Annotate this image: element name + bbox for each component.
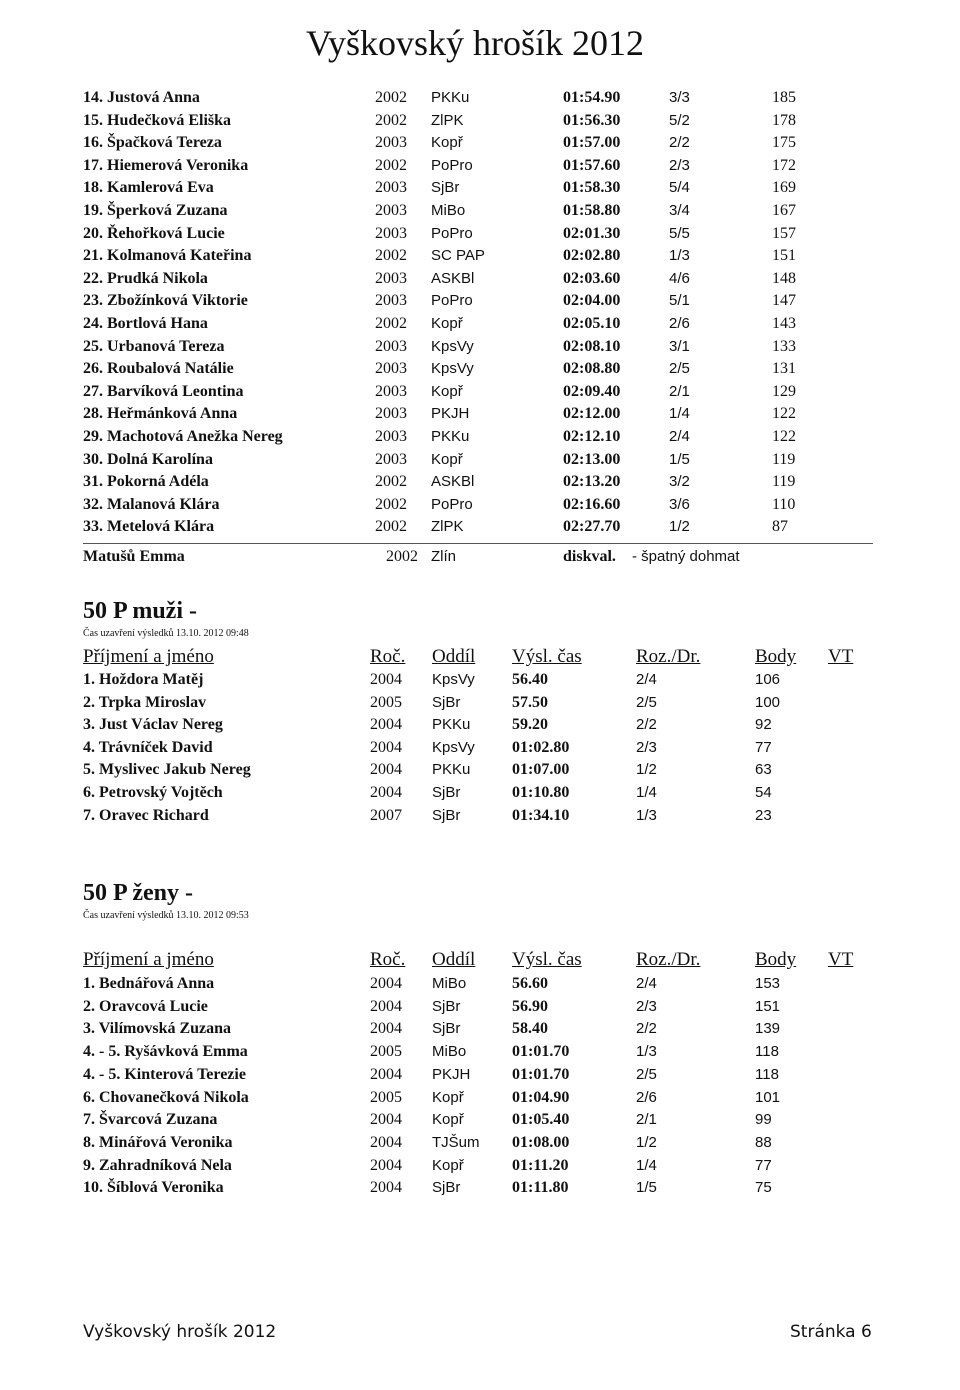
points: 169 — [772, 179, 796, 197]
points: 172 — [772, 156, 796, 174]
col-vt: VT — [828, 646, 854, 667]
result-time: 02:13.00 — [563, 450, 621, 468]
heat-lane: 1/4 — [669, 405, 690, 423]
athlete-name: 4. - 5. Kinterová Terezie — [83, 1065, 246, 1083]
result-time: 01:05.40 — [512, 1111, 570, 1129]
birth-year: 2005 — [370, 1043, 402, 1061]
athlete-name: 17. Hiemerová Veronika — [83, 156, 249, 174]
heat-lane: 4/6 — [669, 269, 690, 287]
heat-lane: 2/3 — [636, 738, 657, 756]
heat-lane: 1/5 — [636, 1179, 657, 1197]
result-row — [0, 807, 960, 829]
result-row — [0, 1157, 960, 1179]
result-row — [0, 1066, 960, 1088]
athlete-name: 30. Dolná Karolína — [83, 450, 213, 468]
club: SjBr — [432, 784, 461, 801]
women-section-title: 50 P ženy - — [83, 880, 193, 906]
points: 101 — [755, 1088, 781, 1106]
result-row — [0, 975, 960, 997]
heat-lane: 1/3 — [636, 806, 657, 824]
points: 131 — [772, 360, 796, 378]
points: 92 — [755, 716, 772, 734]
result-time: 02:09.40 — [563, 382, 621, 400]
points: 151 — [755, 997, 781, 1015]
points: 167 — [772, 202, 796, 219]
result-row — [0, 89, 960, 111]
club: KpsVy — [431, 337, 474, 355]
result-time: 01:11.80 — [512, 1179, 569, 1197]
result-time: 01:54.90 — [563, 89, 621, 106]
result-time: 57.50 — [512, 693, 548, 711]
club: PoPro — [431, 495, 473, 513]
athlete-name: 6. Petrovský Vojtěch — [83, 784, 223, 801]
col-run: Roz./Dr. — [636, 949, 701, 970]
birth-year: 2002 — [375, 518, 407, 536]
result-time: 02:08.10 — [563, 337, 621, 355]
birth-year: 2003 — [375, 179, 407, 197]
athlete-name: 26. Roubalová Natálie — [83, 360, 234, 378]
heat-lane: 2/6 — [669, 315, 690, 332]
heat-lane: 2/1 — [669, 382, 690, 400]
col-year: Roč. — [370, 949, 406, 970]
heat-lane: 3/2 — [669, 473, 690, 491]
club: PKKu — [432, 716, 471, 734]
birth-year: 2003 — [375, 202, 407, 219]
athlete-name: 21. Kolmanová Kateřina — [83, 247, 252, 265]
points: 185 — [772, 89, 796, 106]
birth-year: 2003 — [375, 224, 407, 242]
col-year: Roč. — [370, 646, 406, 667]
heat-lane: 2/3 — [636, 997, 657, 1015]
result-row — [0, 998, 960, 1020]
birth-year: 2003 — [375, 269, 407, 287]
result-time: 01:58.30 — [563, 179, 621, 197]
result-row — [0, 716, 960, 738]
athlete-name: 4. Trávníček David — [83, 738, 213, 756]
result-time: 01:08.00 — [512, 1133, 570, 1151]
col-time: Výsl. čas — [512, 646, 582, 667]
points: 157 — [772, 224, 796, 242]
result-time: 01:57.00 — [563, 134, 621, 152]
club: Kopř — [431, 315, 463, 332]
result-time: 59.20 — [512, 716, 548, 734]
club: PKJH — [432, 1065, 471, 1083]
result-row — [0, 428, 960, 450]
result-time: 02:12.10 — [563, 428, 621, 445]
heat-lane: 3/6 — [669, 495, 690, 513]
points: 175 — [772, 134, 796, 152]
points: 118 — [755, 1043, 779, 1061]
points: 77 — [755, 738, 772, 756]
points: 129 — [772, 382, 796, 400]
result-time: 01:07.00 — [512, 761, 570, 779]
result-row — [0, 202, 960, 224]
birth-year: 2005 — [370, 693, 402, 711]
result-row — [0, 694, 960, 716]
dq-year: 2002 — [386, 548, 418, 565]
result-row — [0, 1111, 960, 1133]
birth-year: 2002 — [375, 111, 407, 129]
athlete-name: 7. Švarcová Zuzana — [83, 1111, 218, 1129]
points: 133 — [772, 337, 796, 355]
result-row — [0, 761, 960, 783]
club: SC PAP — [431, 247, 485, 265]
birth-year: 2003 — [375, 337, 407, 355]
women-header-row — [0, 949, 960, 975]
result-time: 01:01.70 — [512, 1065, 570, 1083]
club: MiBo — [432, 975, 467, 992]
points: 148 — [772, 269, 796, 287]
heat-lane: 2/6 — [636, 1088, 657, 1106]
result-time: 01:11.20 — [512, 1156, 569, 1174]
result-time: 02:04.00 — [563, 292, 621, 310]
points: 77 — [755, 1156, 772, 1174]
result-time: 02:13.20 — [563, 473, 621, 491]
athlete-name: 5. Myslivec Jakub Nereg — [83, 761, 251, 779]
club: KpsVy — [432, 738, 475, 756]
col-club: Oddíl — [432, 646, 476, 667]
athlete-name: 29. Machotová Anežka Nereg — [83, 428, 283, 445]
men-closing-time: Čas uzavření výsledků 13.10. 2012 09:48 — [83, 628, 249, 639]
heat-lane: 1/2 — [669, 518, 690, 536]
birth-year: 2002 — [375, 473, 407, 491]
result-row — [0, 1179, 960, 1201]
heat-lane: 5/5 — [669, 224, 690, 242]
birth-year: 2004 — [370, 1111, 402, 1129]
result-time: 02:05.10 — [563, 315, 621, 332]
heat-lane: 5/2 — [669, 111, 690, 129]
col-run: Roz./Dr. — [636, 646, 701, 667]
heat-lane: 2/5 — [669, 360, 690, 378]
heat-lane: 1/4 — [636, 784, 657, 801]
result-row — [0, 518, 960, 540]
result-time: 58.40 — [512, 1020, 548, 1038]
footer-left: Vyškovský hrošík 2012 — [83, 1322, 277, 1342]
birth-year: 2004 — [370, 738, 402, 756]
points: 118 — [755, 1065, 779, 1083]
result-row — [0, 405, 960, 427]
result-row — [0, 225, 960, 247]
athlete-name: 20. Řehořková Lucie — [83, 224, 225, 242]
birth-year: 2003 — [375, 134, 407, 152]
athlete-name: 9. Zahradníková Nela — [83, 1156, 232, 1174]
athlete-name: 2. Trpka Miroslav — [83, 693, 207, 711]
result-time: 02:16.60 — [563, 495, 621, 513]
points: 139 — [755, 1020, 781, 1038]
heat-lane: 3/4 — [669, 202, 690, 219]
result-time: 56.90 — [512, 997, 548, 1015]
result-time: 56.60 — [512, 975, 548, 992]
result-time: 02:01.30 — [563, 224, 621, 242]
birth-year: 2003 — [375, 450, 407, 468]
result-time: 01:58.80 — [563, 202, 621, 219]
heat-lane: 1/2 — [636, 761, 657, 779]
club: SjBr — [432, 1179, 461, 1197]
birth-year: 2003 — [375, 292, 407, 310]
athlete-name: 32. Malanová Klára — [83, 495, 220, 513]
result-row — [0, 1089, 960, 1111]
result-row — [0, 1043, 960, 1065]
result-time: 01:34.10 — [512, 806, 570, 824]
athlete-name: 1. Bednářová Anna — [83, 975, 215, 992]
club: PKJH — [431, 405, 470, 423]
result-row — [0, 247, 960, 269]
athlete-name: 15. Hudečková Eliška — [83, 111, 232, 129]
points: 63 — [755, 761, 772, 779]
col-name: Příjmení a jméno — [83, 949, 214, 970]
birth-year: 2002 — [375, 247, 407, 265]
athlete-name: 23. Zbožínková Viktorie — [83, 292, 248, 310]
club: MiBo — [432, 1043, 467, 1061]
result-row — [0, 157, 960, 179]
athlete-name: 16. Špačková Tereza — [83, 134, 222, 152]
result-row — [0, 270, 960, 292]
footer-right: Stránka 6 — [790, 1322, 872, 1342]
dq-name: Matušů Emma — [83, 548, 185, 565]
heat-lane: 2/3 — [669, 156, 690, 174]
points: 119 — [772, 473, 796, 491]
club: SjBr — [432, 1020, 461, 1038]
points: 99 — [755, 1111, 772, 1129]
athlete-name: 27. Barvíková Leontina — [83, 382, 244, 400]
birth-year: 2004 — [370, 1065, 402, 1083]
athlete-name: 18. Kamlerová Eva — [83, 179, 214, 197]
birth-year: 2004 — [370, 1156, 402, 1174]
result-time: 01:56.30 — [563, 111, 621, 129]
athlete-name: 8. Minářová Veronika — [83, 1133, 233, 1151]
result-row — [0, 134, 960, 156]
points: 151 — [772, 247, 796, 265]
women-closing-time: Čas uzavření výsledků 13.10. 2012 09:53 — [83, 910, 249, 921]
col-vt: VT — [828, 949, 854, 970]
heat-lane: 5/1 — [669, 292, 690, 310]
result-row — [0, 360, 960, 382]
athlete-name: 2. Oravcová Lucie — [83, 997, 208, 1015]
result-row — [0, 292, 960, 314]
men-header-row — [0, 646, 960, 672]
athlete-name: 3. Vilímovská Zuzana — [83, 1020, 232, 1038]
birth-year: 2004 — [370, 761, 402, 779]
result-row — [0, 179, 960, 201]
result-row — [0, 739, 960, 761]
heat-lane: 2/5 — [636, 1065, 657, 1083]
result-row — [0, 1020, 960, 1042]
athlete-name: 6. Chovanečková Nikola — [83, 1088, 249, 1106]
club: Kopř — [432, 1111, 464, 1129]
athlete-name: 25. Urbanová Tereza — [83, 337, 225, 355]
athlete-name: 3. Just Václav Nereg — [83, 716, 223, 734]
result-time: 02:12.00 — [563, 405, 621, 423]
heat-lane: 2/4 — [669, 428, 690, 445]
birth-year: 2002 — [375, 315, 407, 332]
points: 178 — [772, 111, 796, 129]
result-time: 01:10.80 — [512, 784, 570, 801]
club: ASKBl — [431, 269, 475, 287]
athlete-name: 33. Metelová Klára — [83, 518, 215, 536]
athlete-name: 28. Heřmánková Anna — [83, 405, 238, 423]
page-title: Vyškovský hrošík 2012 — [306, 23, 645, 63]
club: KpsVy — [432, 671, 475, 688]
heat-lane: 1/5 — [669, 450, 690, 468]
athlete-name: 24. Bortlová Hana — [83, 315, 208, 332]
result-row — [0, 315, 960, 337]
club: ASKBl — [431, 473, 475, 491]
heat-lane: 5/4 — [669, 179, 690, 197]
birth-year: 2004 — [370, 1179, 402, 1197]
birth-year: 2002 — [375, 495, 407, 513]
club: PoPro — [431, 292, 473, 310]
points: 54 — [755, 784, 772, 801]
points: 153 — [755, 975, 781, 992]
heat-lane: 2/2 — [669, 134, 690, 152]
result-row — [0, 112, 960, 134]
club: Kopř — [431, 450, 463, 468]
birth-year: 2002 — [375, 89, 407, 106]
result-row — [0, 383, 960, 405]
col-time: Výsl. čas — [512, 949, 582, 970]
points: 23 — [755, 806, 772, 824]
points: 87 — [772, 518, 788, 536]
heat-lane: 2/5 — [636, 693, 657, 711]
disqualified-row — [0, 548, 960, 570]
men-section-title: 50 P muži - — [83, 598, 197, 624]
result-time: 02:08.80 — [563, 360, 621, 378]
dq-reason: - špatný dohmat — [632, 548, 740, 565]
birth-year: 2004 — [370, 1020, 402, 1038]
birth-year: 2003 — [375, 360, 407, 378]
club: KpsVy — [431, 360, 474, 378]
result-time: 01:01.70 — [512, 1043, 570, 1061]
athlete-name: 22. Prudká Nikola — [83, 269, 208, 287]
club: MiBo — [431, 202, 466, 219]
col-name: Příjmení a jméno — [83, 646, 214, 667]
result-row — [0, 338, 960, 360]
athlete-name: 14. Justová Anna — [83, 89, 200, 106]
result-time: 01:04.90 — [512, 1088, 570, 1106]
heat-lane: 1/3 — [636, 1043, 657, 1061]
birth-year: 2004 — [370, 784, 402, 801]
result-row — [0, 496, 960, 518]
birth-year: 2004 — [370, 671, 402, 688]
heat-lane: 2/2 — [636, 716, 657, 734]
club: TJŠum — [432, 1133, 480, 1151]
club: Kopř — [432, 1088, 464, 1106]
heat-lane: 2/4 — [636, 975, 657, 992]
birth-year: 2005 — [370, 1088, 402, 1106]
birth-year: 2004 — [370, 975, 402, 992]
points: 122 — [772, 428, 796, 445]
birth-year: 2003 — [375, 382, 407, 400]
athlete-name: 1. Hoždora Matěj — [83, 671, 204, 688]
club: SjBr — [431, 179, 460, 197]
result-time: 02:27.70 — [563, 518, 621, 536]
club: Kopř — [431, 134, 463, 152]
points: 110 — [772, 495, 796, 513]
heat-lane: 1/2 — [636, 1133, 657, 1151]
athlete-name: 31. Pokorná Adéla — [83, 473, 209, 491]
club: SjBr — [432, 806, 461, 824]
club: ZlPK — [431, 518, 464, 536]
points: 88 — [755, 1133, 772, 1151]
birth-year: 2004 — [370, 997, 402, 1015]
heat-lane: 3/3 — [669, 89, 690, 106]
club: PoPro — [431, 224, 473, 242]
heat-lane: 1/4 — [636, 1156, 657, 1174]
club: ZlPK — [431, 111, 464, 129]
result-time: 02:02.80 — [563, 247, 621, 265]
club: Kopř — [432, 1156, 464, 1174]
col-points: Body — [755, 949, 797, 970]
result-row — [0, 473, 960, 495]
result-time: 56.40 — [512, 671, 548, 688]
points: 122 — [772, 405, 796, 423]
result-time: 01:02.80 — [512, 738, 570, 756]
heat-lane: 2/4 — [636, 671, 657, 688]
birth-year: 2004 — [370, 1133, 402, 1151]
result-row — [0, 1134, 960, 1156]
points: 100 — [755, 693, 781, 711]
result-time: 01:57.60 — [563, 156, 621, 174]
club: Kopř — [431, 382, 463, 400]
club: PoPro — [431, 156, 473, 174]
result-row — [0, 671, 960, 693]
club: PKKu — [431, 89, 470, 106]
athlete-name: 4. - 5. Ryšávková Emma — [83, 1043, 248, 1061]
result-time: 02:03.60 — [563, 269, 621, 287]
birth-year: 2003 — [375, 405, 407, 423]
divider — [83, 543, 873, 544]
heat-lane: 3/1 — [669, 337, 690, 355]
heat-lane: 2/1 — [636, 1111, 657, 1129]
birth-year: 2004 — [370, 716, 402, 734]
dq-club: Zlín — [431, 548, 457, 565]
heat-lane: 1/3 — [669, 247, 690, 265]
athlete-name: 10. Šíblová Veronika — [83, 1179, 224, 1197]
result-row — [0, 451, 960, 473]
birth-year: 2007 — [370, 806, 402, 824]
points: 119 — [772, 450, 796, 468]
club: PKKu — [432, 761, 471, 779]
points: 75 — [755, 1179, 772, 1197]
club: SjBr — [432, 997, 461, 1015]
points: 106 — [755, 671, 781, 688]
points: 147 — [772, 292, 796, 310]
col-club: Oddíl — [432, 949, 476, 970]
result-row — [0, 784, 960, 806]
club: PKKu — [431, 428, 470, 445]
points: 143 — [772, 315, 796, 332]
birth-year: 2002 — [375, 156, 407, 174]
birth-year: 2003 — [375, 428, 407, 445]
dq-status: diskval. — [563, 548, 616, 565]
athlete-name: 19. Šperková Zuzana — [83, 202, 228, 219]
athlete-name: 7. Oravec Richard — [83, 806, 209, 824]
club: SjBr — [432, 693, 461, 711]
heat-lane: 2/2 — [636, 1020, 657, 1038]
col-points: Body — [755, 646, 797, 667]
